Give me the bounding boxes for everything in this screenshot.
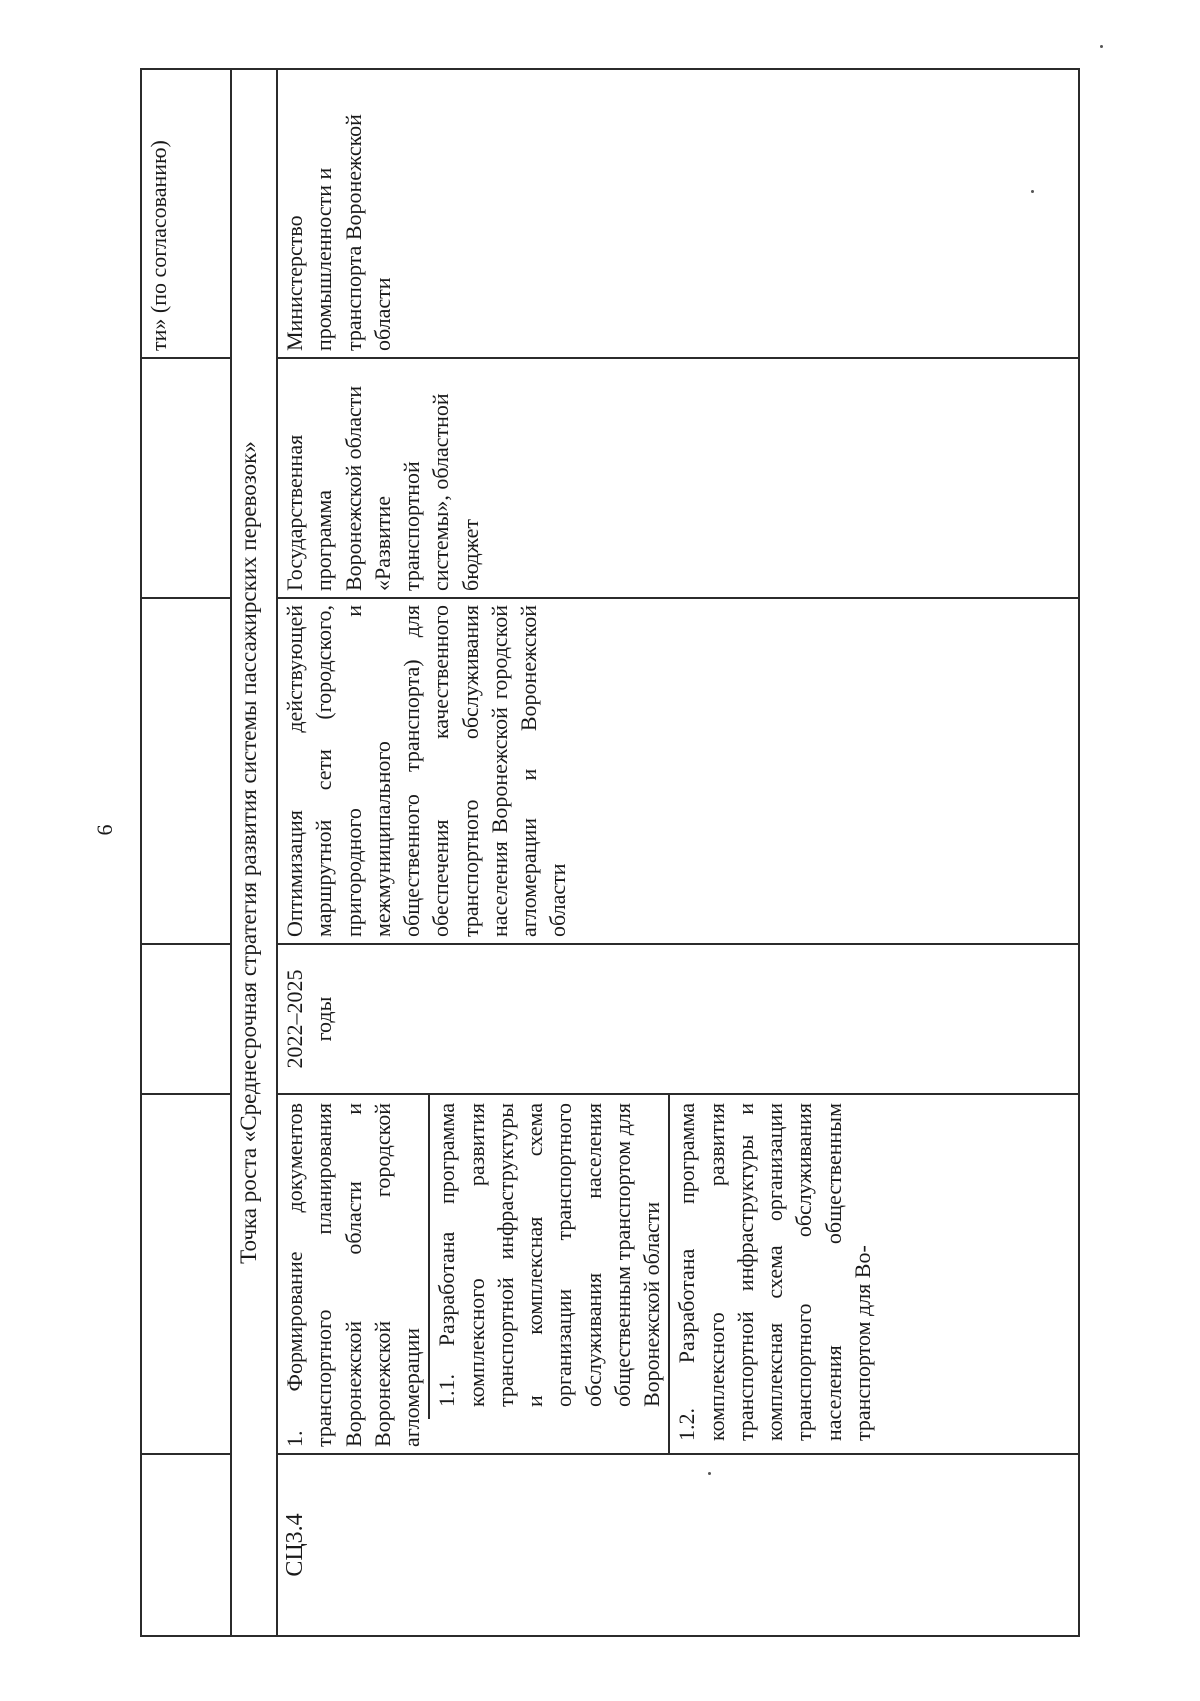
rotated-document — [140, 70, 1080, 1637]
cell-empty — [141, 358, 231, 598]
section-header: Точка роста «Среднесрочная стратегия развития системы пассажирских перевозок» — [231, 69, 277, 1636]
task-main: 1. Формирование документов транспортного планирования Воронежской области и Воронежской городской агломерации — [282, 1103, 424, 1447]
cell-empty — [141, 598, 231, 944]
cell-code: СЦ3.4 — [277, 1454, 1079, 1636]
plan-table — [140, 68, 1080, 1637]
table-row-continuation — [141, 69, 231, 1636]
scan-speck — [1100, 45, 1103, 48]
table-row-section — [231, 69, 277, 1636]
scan-speck — [1031, 190, 1034, 193]
cell-responsible-continuation: ти» (по согласованию) — [141, 69, 231, 358]
subtask-2: 1.2. Разработана программа комплексного развития транспортной инфраструктуры и комплексная схема организации транспортного обслуживания населения общественным транспортом для Во- — [668, 1095, 879, 1453]
cell-result: Оптимизация действующей маршрутной сети (городского, пригородного и межмуниципального общественного транспорта) для обеспечения качественного транспортного обслуживания населения Воронежской городской агломерации и Воронежской области — [277, 598, 1079, 944]
cell-period: 2022–2025 годы — [277, 944, 1079, 1094]
scan-speck — [708, 1472, 711, 1475]
cell-responsible: Министерство промышленности и транспорта Воронежской области — [277, 69, 1079, 358]
cell-empty — [141, 944, 231, 1094]
cell-source: Государственная программа Воронежской области «Развитие транспортной системы», областной бюджет — [277, 358, 1079, 598]
cell-empty — [141, 1454, 231, 1636]
subtask-1: 1.1. Разработана программа комплексного развития транспортной инфраструктуры и комплексная схема организации транспортного обслуживания населения общественным транспортом для Воронежской области — [428, 1095, 668, 1419]
page-number: 6 — [92, 824, 117, 836]
cell-empty — [141, 1094, 231, 1454]
table-row — [277, 69, 1079, 1636]
cell-task — [277, 1094, 1079, 1454]
